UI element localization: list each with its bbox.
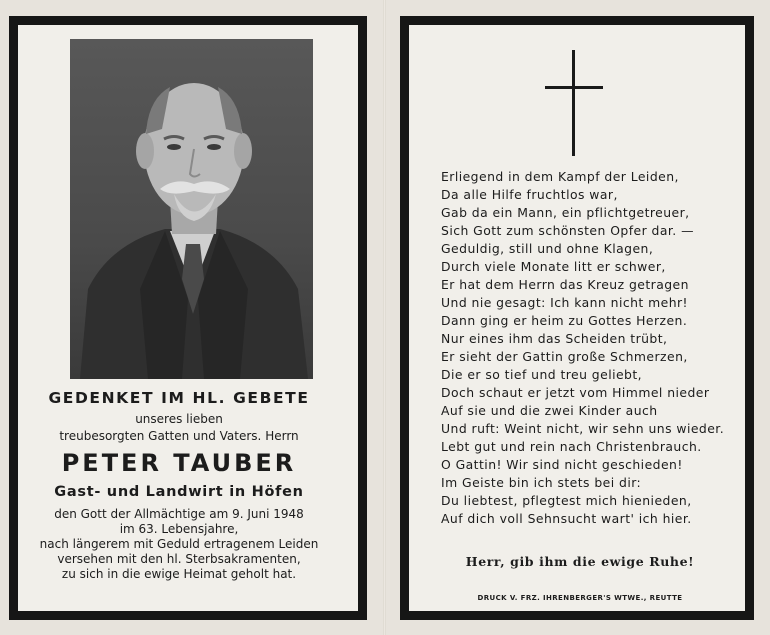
poem-line: Du liebtest, pflegtest mich hienieden,	[441, 493, 692, 508]
poem-line: O Gattin! Wir sind nicht geschieden!	[441, 457, 683, 472]
poem-line: Im Geiste bin ich stets bei dir:	[441, 475, 642, 490]
poem-line: Geduldig, still und ohne Klagen,	[441, 241, 654, 256]
death-line: den Gott der Allmächtige am 9. Juni 1948	[54, 507, 304, 521]
poem-line: Gab da ein Mann, ein pflichtgetreuer,	[441, 205, 690, 220]
poem-line: Und ruft: Weint nicht, wir sehn uns wieder.	[441, 421, 725, 436]
portrait-photo	[70, 39, 313, 379]
poem-line: Auf dich voll Sehnsucht wart' ich hier.	[441, 511, 692, 526]
poem-line: Die er so tief und treu geliebt,	[441, 367, 643, 382]
death-line: im 63. Lebensjahre,	[119, 522, 239, 536]
death-line: nach längerem mit Geduld ertragenem Leiden	[39, 537, 319, 551]
poem-line: Durch viele Monate litt er schwer,	[441, 259, 666, 274]
deceased-name: PETER TAUBER	[61, 449, 297, 477]
death-line: versehen mit den hl. Sterbsakramenten,	[57, 552, 301, 566]
death-notice-text	[9, 507, 349, 582]
cross-icon	[545, 50, 603, 156]
poem-line: Er hat dem Herrn das Kreuz getragen	[441, 277, 689, 292]
poem-line: Da alle Hilfe fruchtlos war,	[441, 187, 618, 202]
card-fold	[383, 0, 386, 635]
poem-line: Sich Gott zum schönsten Opfer dar. —	[441, 223, 694, 238]
death-line: zu sich in die ewige Heimat geholt hat.	[61, 567, 297, 581]
printer-credit: DRUCK V. FRZ. IHRENBERGER'S WTWE., REUTTE	[477, 594, 683, 602]
poem-line: Doch schaut er jetzt vom Himmel nieder	[441, 385, 710, 400]
memorial-poem	[441, 168, 724, 528]
poem-line: Und nie gesagt: Ich kann nicht mehr!	[441, 295, 688, 310]
poem-line: Nur eines ihm das Scheiden trübt,	[441, 331, 668, 346]
portrait-illustration	[70, 39, 313, 379]
poem-line: Er sieht der Gattin große Schmerzen,	[441, 349, 688, 364]
poem-line: Lebt gut und rein nach Christenbrauch.	[441, 439, 702, 454]
occupation-line: Gast- und Landwirt in Höfen	[54, 484, 304, 500]
poem-line: Dann ging er heim zu Gottes Herzen.	[441, 313, 688, 328]
intro-line: unseres lieben	[135, 412, 223, 426]
poem-line: Erliegend in dem Kampf der Leiden,	[441, 169, 679, 184]
poem-line: Auf sie und die zwei Kinder auch	[441, 403, 658, 418]
remembrance-heading: GEDENKET IM HL. GEBETE	[48, 389, 310, 407]
prayer-line: Herr, gib ihm die ewige Ruhe!	[465, 554, 695, 569]
relation-line: treubesorgten Gatten und Vaters. Herrn	[59, 429, 299, 443]
